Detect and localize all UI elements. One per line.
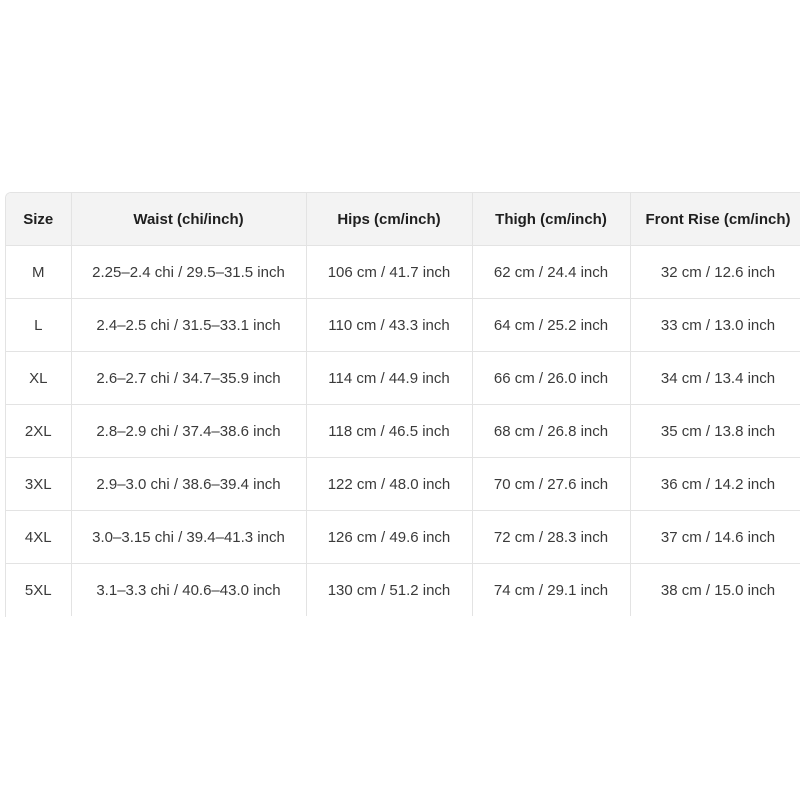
cell-waist: 2.9–3.0 chi / 38.6–39.4 inch <box>71 458 306 511</box>
size-chart-table <box>6 193 800 616</box>
cell-size: 5XL <box>6 564 71 617</box>
table-header-row <box>6 193 800 246</box>
table-row <box>6 405 800 458</box>
cell-thigh: 70 cm / 27.6 inch <box>472 458 630 511</box>
table-row <box>6 352 800 405</box>
cell-size: XL <box>6 352 71 405</box>
cell-hips: 110 cm / 43.3 inch <box>306 299 472 352</box>
cell-waist: 2.4–2.5 chi / 31.5–33.1 inch <box>71 299 306 352</box>
cell-hips: 130 cm / 51.2 inch <box>306 564 472 617</box>
header-front-rise: Front Rise (cm/inch) <box>630 193 800 246</box>
cell-waist: 2.8–2.9 chi / 37.4–38.6 inch <box>71 405 306 458</box>
cell-front-rise: 36 cm / 14.2 inch <box>630 458 800 511</box>
cell-front-rise: 38 cm / 15.0 inch <box>630 564 800 617</box>
table-row <box>6 458 800 511</box>
cell-hips: 106 cm / 41.7 inch <box>306 246 472 299</box>
cell-front-rise: 35 cm / 13.8 inch <box>630 405 800 458</box>
header-thigh: Thigh (cm/inch) <box>472 193 630 246</box>
cell-waist: 3.1–3.3 chi / 40.6–43.0 inch <box>71 564 306 617</box>
cell-thigh: 74 cm / 29.1 inch <box>472 564 630 617</box>
cell-hips: 118 cm / 46.5 inch <box>306 405 472 458</box>
cell-size: 3XL <box>6 458 71 511</box>
cell-front-rise: 34 cm / 13.4 inch <box>630 352 800 405</box>
table-row <box>6 511 800 564</box>
cell-size: L <box>6 299 71 352</box>
cell-waist: 2.6–2.7 chi / 34.7–35.9 inch <box>71 352 306 405</box>
table-row <box>6 246 800 299</box>
cell-thigh: 62 cm / 24.4 inch <box>472 246 630 299</box>
table-row <box>6 564 800 617</box>
cell-hips: 114 cm / 44.9 inch <box>306 352 472 405</box>
cell-waist: 2.25–2.4 chi / 29.5–31.5 inch <box>71 246 306 299</box>
cell-size: 2XL <box>6 405 71 458</box>
header-waist: Waist (chi/inch) <box>71 193 306 246</box>
size-chart-container <box>5 192 800 617</box>
header-size: Size <box>6 193 71 246</box>
cell-thigh: 64 cm / 25.2 inch <box>472 299 630 352</box>
cell-front-rise: 33 cm / 13.0 inch <box>630 299 800 352</box>
cell-front-rise: 32 cm / 12.6 inch <box>630 246 800 299</box>
cell-hips: 122 cm / 48.0 inch <box>306 458 472 511</box>
cell-front-rise: 37 cm / 14.6 inch <box>630 511 800 564</box>
cell-thigh: 66 cm / 26.0 inch <box>472 352 630 405</box>
cell-hips: 126 cm / 49.6 inch <box>306 511 472 564</box>
table-row <box>6 299 800 352</box>
cell-size: 4XL <box>6 511 71 564</box>
header-hips: Hips (cm/inch) <box>306 193 472 246</box>
cell-thigh: 72 cm / 28.3 inch <box>472 511 630 564</box>
cell-waist: 3.0–3.15 chi / 39.4–41.3 inch <box>71 511 306 564</box>
cell-size: M <box>6 246 71 299</box>
cell-thigh: 68 cm / 26.8 inch <box>472 405 630 458</box>
